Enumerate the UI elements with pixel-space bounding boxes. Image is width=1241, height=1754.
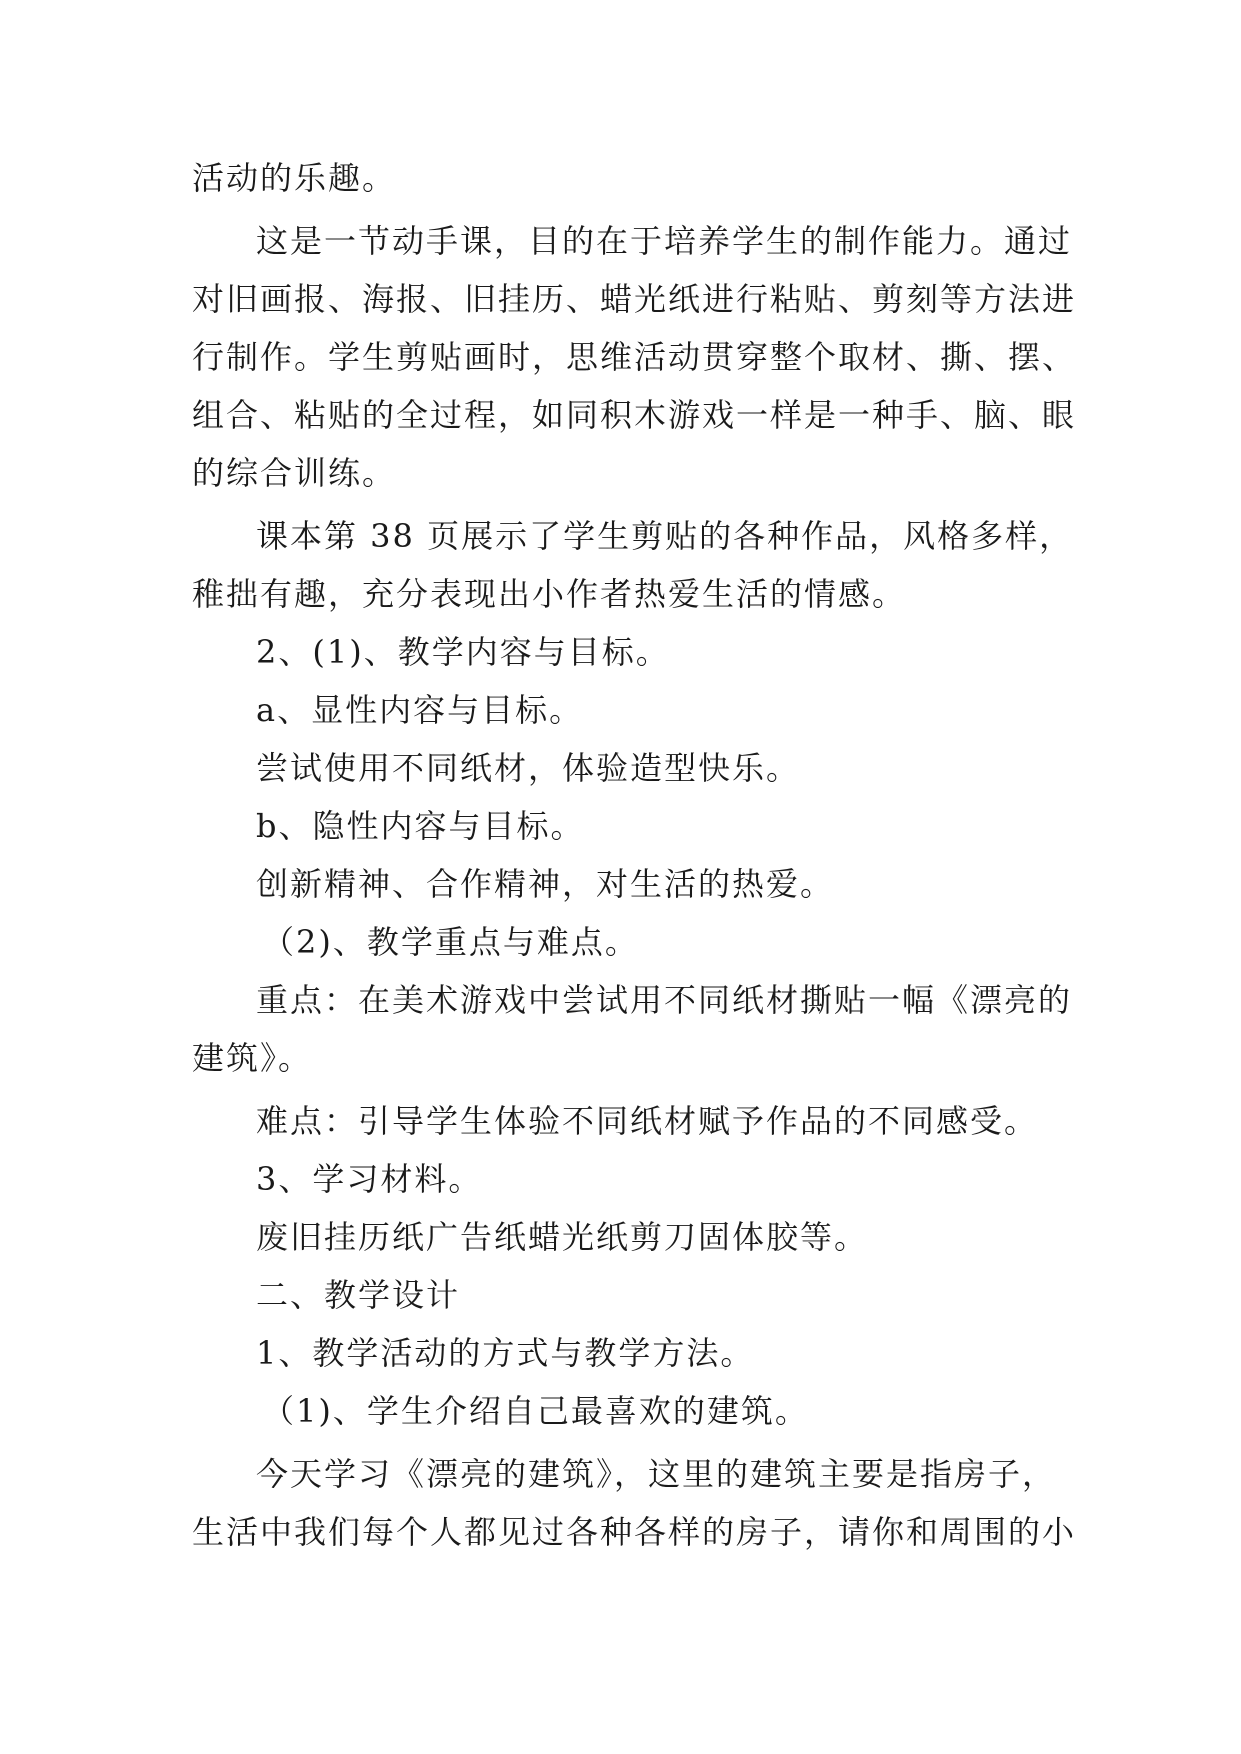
text-line: 活动的乐趣。 <box>192 159 397 197</box>
text-line: 对旧画报、海报、旧挂历、蜡光纸进行粘贴、剪刻等方法进 <box>192 280 1077 318</box>
text-line: 组合、粘贴的全过程，如同积木游戏一样是一种手、脑、眼 <box>192 396 1077 434</box>
text-line: 行制作。学生剪贴画时，思维活动贯穿整个取材、撕、摆、 <box>192 338 1077 376</box>
text-line: （2)、教学重点与难点。 <box>262 923 639 961</box>
text-line: 建筑》。 <box>192 1039 313 1077</box>
text-line: 创新精神、合作精神，对生活的热爱。 <box>256 865 835 903</box>
text-line: 这是一节动手课，目的在于培养学生的制作能力。通过 <box>256 222 1073 260</box>
text-line: b、隐性内容与目标。 <box>256 807 585 845</box>
text-line: a、显性内容与目标。 <box>256 691 584 729</box>
text-line: （1)、学生介绍自己最喜欢的建筑。 <box>262 1392 809 1430</box>
text-line: 课本第 38 页展示了学生剪贴的各种作品，风格多样， <box>256 517 1074 555</box>
text-line: 生活中我们每个人都见过各种各样的房子，请你和周围的小 <box>192 1513 1077 1551</box>
text-line: 2、(1)、教学内容与目标。 <box>256 633 670 671</box>
text-line: 今天学习《漂亮的建筑》，这里的建筑主要是指房子， <box>256 1455 1057 1493</box>
text-line: 1、教学活动的方式与教学方法。 <box>256 1334 755 1372</box>
text-line: 重点：在美术游戏中尝试用不同纸材撕贴一幅《漂亮的 <box>256 981 1073 1019</box>
text-line: 稚拙有趣，充分表现出小作者热爱生活的情感。 <box>192 575 907 613</box>
text-line: 难点：引导学生体验不同纸材赋予作品的不同感受。 <box>256 1102 1039 1140</box>
text-line: 3、学习材料。 <box>256 1160 483 1198</box>
text-line: 废旧挂历纸广告纸蜡光纸剪刀固体胶等。 <box>256 1218 869 1256</box>
text-line: 二、教学设计 <box>256 1276 461 1314</box>
text-line: 的综合训练。 <box>192 454 397 492</box>
text-line: 尝试使用不同纸材，体验造型快乐。 <box>256 749 801 787</box>
